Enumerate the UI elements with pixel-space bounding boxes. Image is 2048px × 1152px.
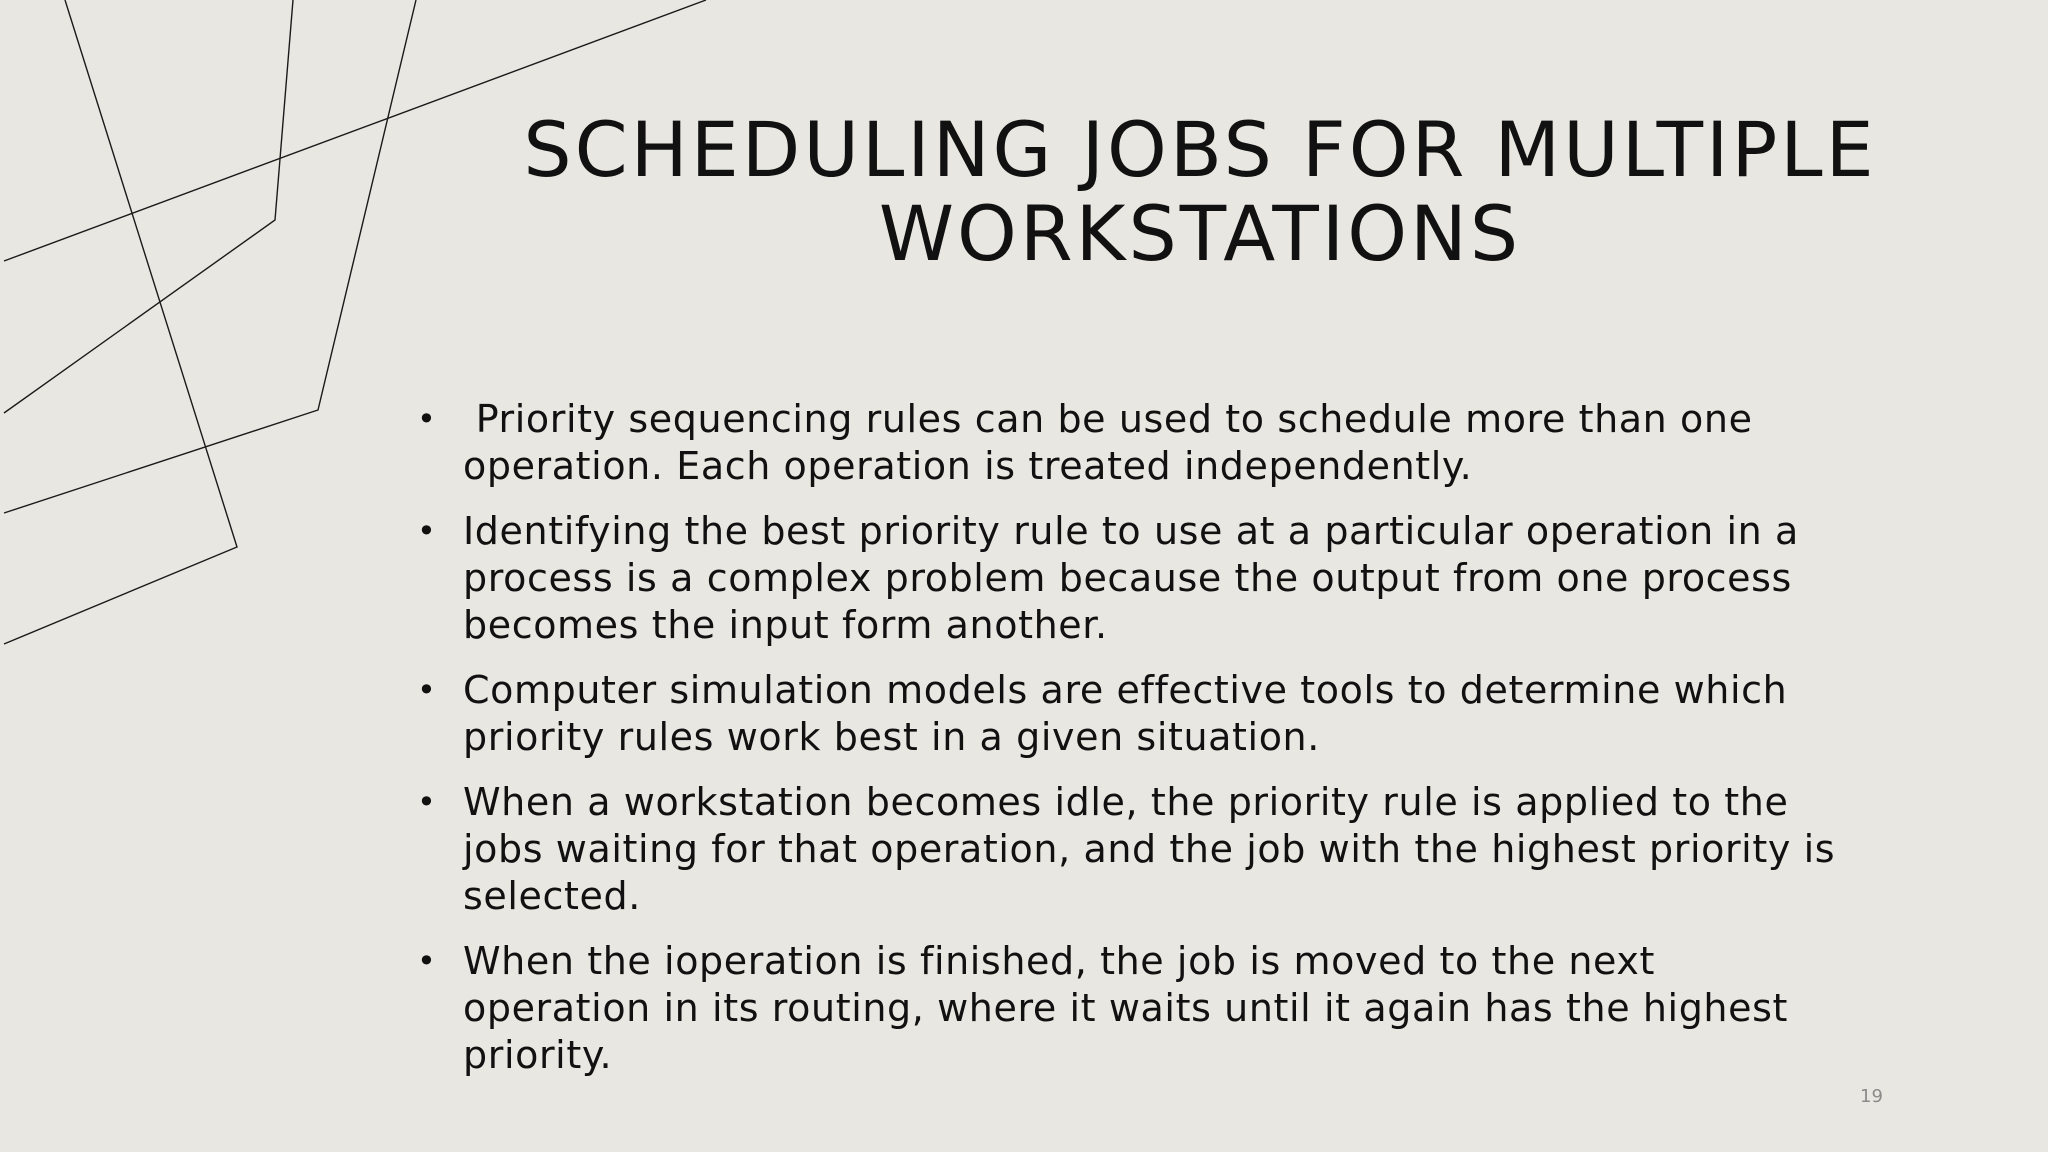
deco-line-2 [4, 0, 293, 413]
bullet-item [415, 667, 1845, 761]
bullet-text: When the ioperation is finished, the job is moved to the next operation in its routing, where it waits until it again has the highest priority. [463, 939, 1788, 1077]
slide-title-line-1: SCHEDULING JOBS FOR MULTIPLE [523, 105, 1877, 194]
bullet-list [415, 396, 1845, 1097]
bullet-text: Computer simulation models are effective tools to determine which priority rules work best in a given situation. [463, 668, 1788, 759]
slide-title [500, 105, 1900, 278]
deco-line-3 [4, 0, 416, 513]
bullet-marker: • [417, 942, 437, 980]
bullet-item [415, 779, 1845, 920]
bullet-item [415, 938, 1845, 1079]
deco-line-1 [4, 0, 237, 644]
bullet-marker: • [417, 512, 437, 550]
slide-title-line-2: WORKSTATIONS [878, 189, 1522, 278]
bullet-item [415, 396, 1845, 490]
page-number: 19 [1860, 1086, 1883, 1107]
bullet-marker: • [417, 400, 437, 438]
bullet-text: Priority sequencing rules can be used to schedule more than one operation. Each operation is treated independently. [463, 397, 1766, 488]
bullet-marker: • [417, 671, 437, 709]
bullet-text: Identifying the best priority rule to use at a particular operation in a process is a complex problem because the output from one process becomes the input form another. [463, 509, 1799, 647]
bullet-item [415, 508, 1845, 649]
bullet-text: When a workstation becomes idle, the priority rule is applied to the jobs waiting for that operation, and the job with the highest priority is selected. [463, 780, 1836, 918]
bullet-marker: • [417, 783, 437, 821]
